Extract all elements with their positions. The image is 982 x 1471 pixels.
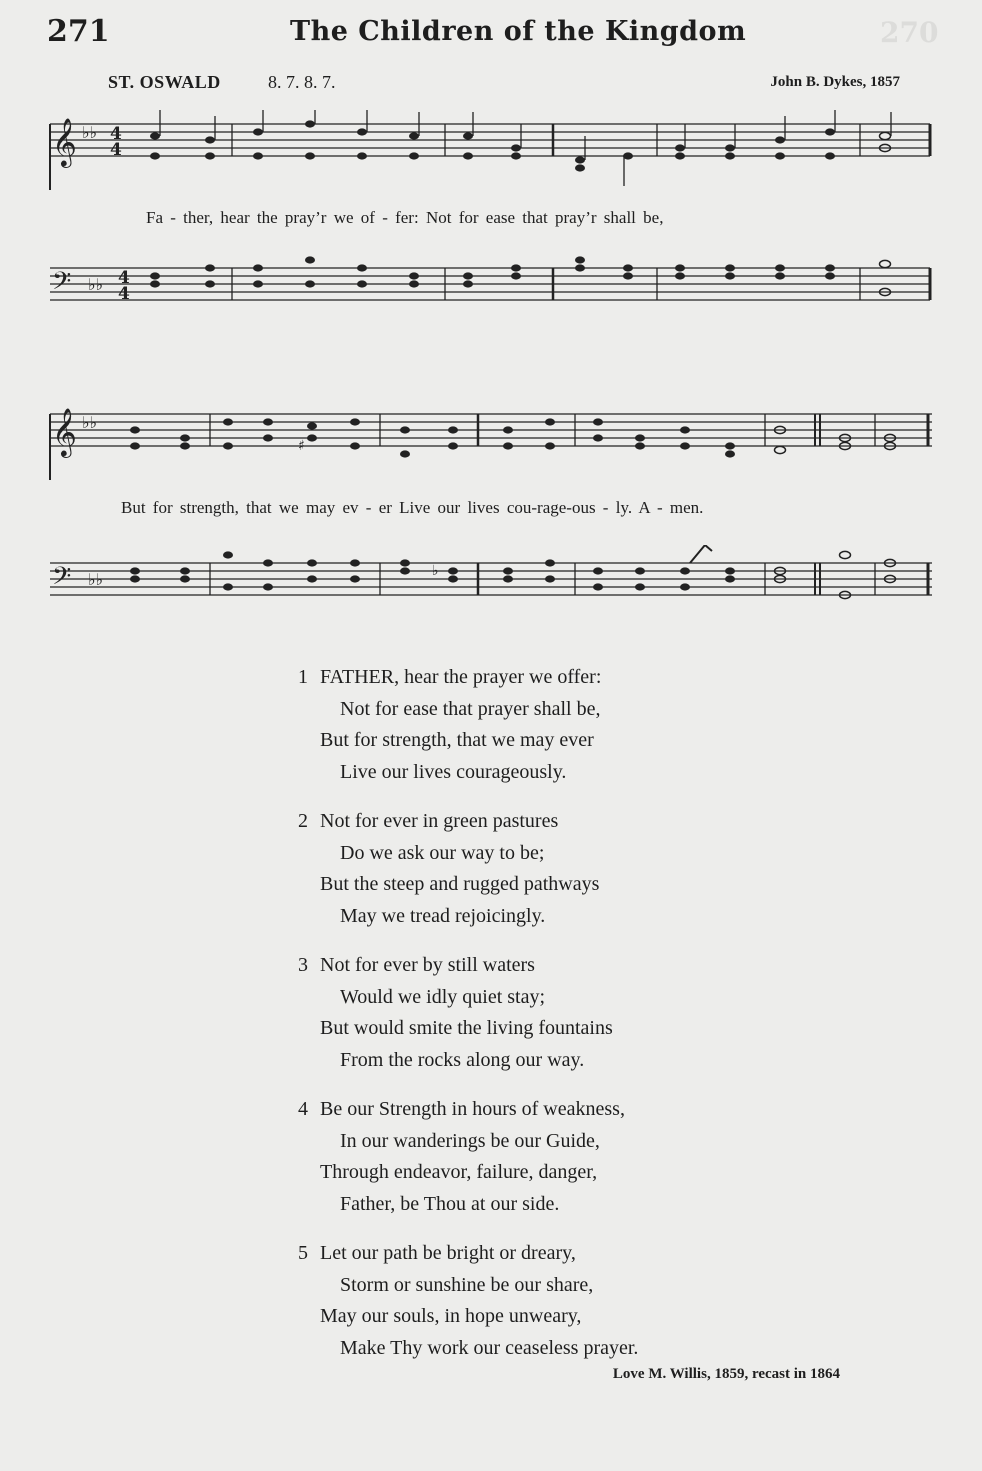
- verse-line: Be our Strength in hours of weakness,: [320, 1098, 625, 1120]
- verse-line: Not for ease that prayer shall be,: [340, 697, 601, 720]
- verse-line: But for strength, that we may ever: [320, 729, 594, 751]
- bleed-through-page-number: 270: [880, 16, 939, 49]
- svg-text:♭♭: ♭♭: [88, 275, 104, 294]
- verse-line: From the rocks along our way.: [340, 1048, 585, 1071]
- verse-line: Do we ask our way to be;: [340, 841, 545, 864]
- stanza-number: 2: [298, 810, 308, 832]
- stanza: [298, 1094, 858, 1220]
- stanza: [298, 806, 858, 932]
- verse-line: In our wanderings be our Guide,: [340, 1129, 600, 1152]
- hymn-verses: [298, 662, 858, 1382]
- system-1-bass-staff: [0, 250, 982, 330]
- svg-text:4: 4: [118, 268, 130, 288]
- svg-text:4: 4: [110, 124, 122, 144]
- meter: 8. 7. 8. 7.: [268, 72, 336, 92]
- verse-line: Would we idly quiet stay;: [340, 985, 546, 1008]
- svg-text:4: 4: [118, 284, 130, 304]
- verse-line: Live our lives courageously.: [340, 760, 567, 783]
- stanza: [298, 950, 858, 1076]
- svg-text:𝄢: 𝄢: [52, 562, 72, 597]
- verse-line: Storm or sunshine be our share,: [340, 1273, 594, 1296]
- svg-text:♭: ♭: [432, 563, 439, 579]
- hymn-title: The Children of the Kingdom: [290, 16, 747, 47]
- verse-line: Father, be Thou at our side.: [340, 1192, 560, 1215]
- verse-line: May our souls, in hope unweary,: [320, 1305, 582, 1327]
- verse-line: But would smite the living fountains: [320, 1017, 613, 1039]
- verse-line: Let our path be bright or dreary,: [320, 1242, 576, 1264]
- verse-line: Not for ever by still waters: [320, 954, 535, 976]
- verse-line: Make Thy work our ceaseless prayer.: [340, 1336, 639, 1359]
- verse-line: FATHER, hear the prayer we offer:: [320, 666, 602, 688]
- svg-text:♭♭: ♭♭: [82, 123, 98, 142]
- stanza-number: 5: [298, 1242, 308, 1264]
- stanza-number: 3: [298, 954, 308, 976]
- system-2-lyrics: But for strength, that we may ev - er Live our lives cou-rage-ous - ly. A - men.: [121, 498, 704, 517]
- stanza-number: 4: [298, 1098, 308, 1120]
- svg-text:4: 4: [110, 140, 122, 160]
- svg-text:𝄞: 𝄞: [52, 117, 77, 166]
- stanza-number: 1: [298, 666, 308, 688]
- system-2-bass-staff: [0, 545, 982, 625]
- system-2-treble-staff: [0, 400, 982, 480]
- verse-line: May we tread rejoicingly.: [340, 904, 546, 927]
- stanza: [298, 1238, 858, 1364]
- svg-text:♭♭: ♭♭: [88, 570, 104, 589]
- verse-line: Not for ever in green pastures: [320, 810, 559, 832]
- tune-name: ST. OSWALD: [108, 72, 221, 92]
- verse-line: Through endeavor, failure, danger,: [320, 1161, 598, 1183]
- svg-text:𝄞: 𝄞: [52, 407, 77, 456]
- system-1-treble-staff: [0, 110, 982, 190]
- svg-text:𝄢: 𝄢: [52, 267, 72, 302]
- text-attribution: Love M. Willis, 1859, recast in 1864: [612, 1366, 840, 1382]
- composer-credit: John B. Dykes, 1857: [770, 74, 900, 90]
- hymn-number: 271: [47, 14, 110, 49]
- stanza: [298, 662, 858, 788]
- system-1-lyrics: Fa - ther, hear the pray’r we of - fer: Not for ease that pray’r shall be,: [146, 208, 664, 227]
- verse-line: But the steep and rugged pathways: [320, 873, 600, 895]
- svg-text:♭♭: ♭♭: [82, 413, 98, 432]
- svg-text:♯: ♯: [298, 438, 305, 454]
